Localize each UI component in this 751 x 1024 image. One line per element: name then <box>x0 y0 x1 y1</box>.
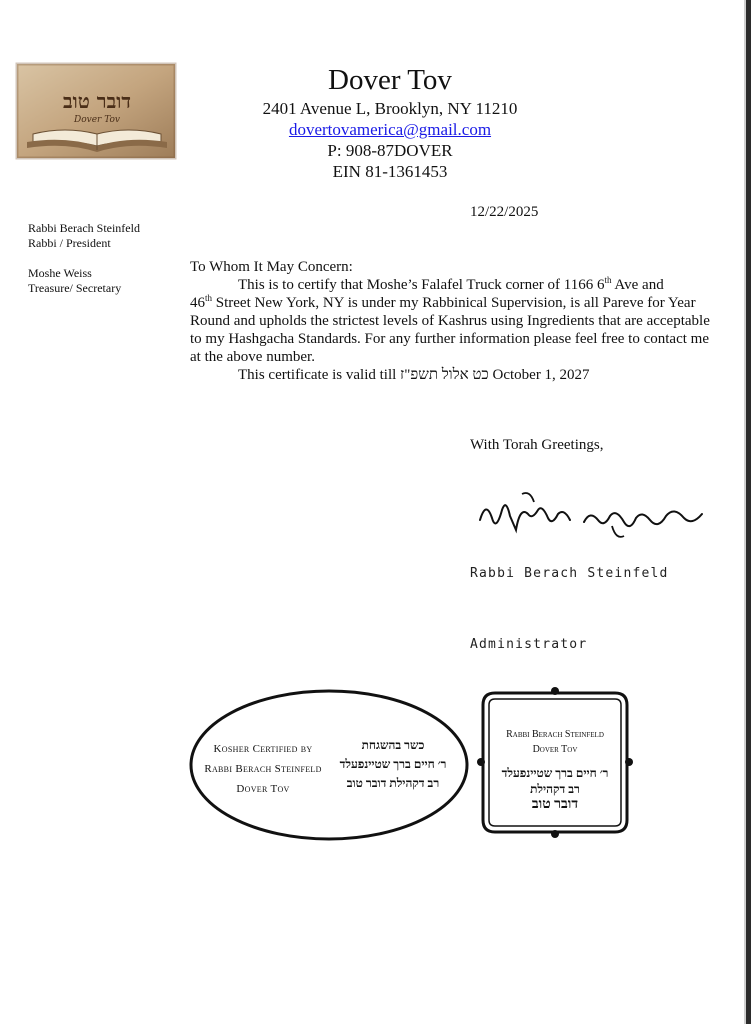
letterhead <box>200 62 580 182</box>
officer-name: Rabbi Berach Steinfeld <box>28 221 140 235</box>
logo-english-text: Dover Tov <box>73 115 121 125</box>
page-border <box>746 0 751 1024</box>
email-link[interactable]: dovertovamerica@gmail.com <box>288 120 492 139</box>
officer-name: Moshe Weiss <box>28 266 92 280</box>
seal-oval-hebrew: כשר בהשגחת ר׳ חיים ברך שטיינפעלד רב דקהילת דובר טוב <box>339 738 447 790</box>
seal-scalloped-text: Rabbi Berach Steinfeld Dover Tov ר׳ חיים ברך שטיינפעלד רב דקהילת דובר טוב <box>501 729 609 812</box>
logo-hebrew-text: דובר טוב <box>63 89 131 113</box>
officer-role: Treasure/ Secretary <box>28 281 122 295</box>
handwritten-signature <box>472 480 712 550</box>
certification-paragraph: This is to certify that Moshe’s Falafel Truck corner of 1166 6th Ave and 46th Street New York, NY is under my Rabbinical Supervision, is all Pareve for Year Round and upholds the strictest levels of Kashrus using Ingredients that are acceptable to my Hashgacha Standards. For any further information please feel free to contact me at the above number. <box>190 275 710 365</box>
letter-body <box>190 258 710 384</box>
dover-tov-logo <box>5 62 197 162</box>
phone-number: P: 908-87DOVER <box>327 141 453 160</box>
organization-name: Dover Tov <box>328 64 452 96</box>
seal-oval-english: Kosher Certified by Rabbi Berach Steinfeld Dover Tov <box>204 743 322 795</box>
salutation: To Whom It May Concern: <box>190 259 353 275</box>
officers-sidebar <box>28 221 140 296</box>
signer-title: Administrator <box>470 637 588 652</box>
ein-number: EIN 81-1361453 <box>332 162 448 181</box>
signer-name: Rabbi Berach Steinfeld <box>470 566 669 581</box>
letter-date: 12/22/2025 <box>470 204 539 220</box>
address: 2401 Avenue L, Brooklyn, NY 11210 <box>262 99 518 118</box>
closing-greeting: With Torah Greetings, <box>470 437 604 453</box>
validity-line: This certificate is valid till כט אלול תשפ"ז October 1, 2027 <box>238 367 590 383</box>
officer-role: Rabbi / President <box>28 236 111 250</box>
